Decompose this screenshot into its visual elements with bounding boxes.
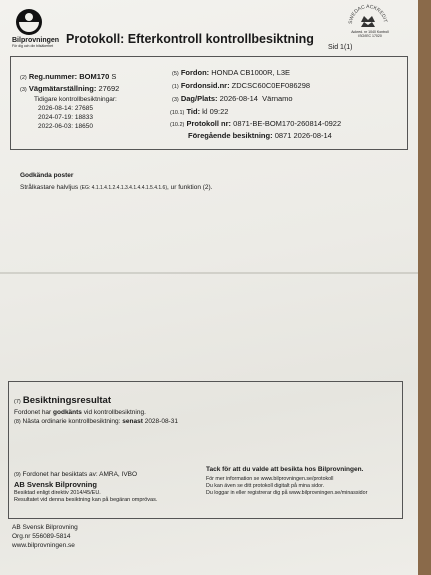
info-line-3: Du loggar in eller registrerar dig på www.bilprovningen.se/minassidor: [206, 490, 368, 496]
logo-name: Bilprovningen: [12, 37, 60, 44]
fordon-code: (5): [172, 71, 179, 77]
odo-label: Vägmätarställning:: [28, 84, 97, 93]
reg-label: Reg.nummer:: [28, 72, 78, 81]
approved-item-refs: (EG: 4.1.1.4.1.2.4.1.3.4.1.4.4.1.5.4.1.6): [79, 185, 167, 191]
fid-value: ZDCSC60C0EF086298: [231, 81, 311, 90]
reg-suffix: S: [111, 72, 117, 81]
vehicle-model-row: [172, 68, 290, 77]
fordon-label: Fordon:: [180, 68, 210, 77]
previous-inspection-row: 2024-07-19: 18833: [38, 114, 93, 121]
reg-value: BOM170: [79, 72, 110, 81]
odometer-row: [20, 84, 119, 93]
logo-tagline: För dig och din bilsäkerhet: [12, 44, 54, 48]
fold-crease: [0, 272, 418, 274]
footer-website: www.bilprovningen.se: [12, 542, 75, 549]
reg-number-row: [20, 72, 116, 81]
info-line-1: För mer information se www.bilprovningen.se/protokoll: [206, 476, 334, 482]
previous-inspection-row: [188, 131, 332, 140]
swedac-seal-icon: [346, 2, 390, 46]
tid-code: (10.1): [170, 110, 185, 116]
approved-heading: Godkända poster: [20, 172, 74, 179]
previous-inspections-label: Tidigare kontrollbesiktningar:: [34, 96, 117, 103]
prot-label: Protokoll nr:: [186, 119, 232, 128]
prot-code: (10.2): [170, 122, 185, 128]
previous-inspection-row: 2022-06-03: 18650: [38, 123, 93, 130]
fid-code: (1): [172, 84, 179, 90]
svg-text:SWEDAC ACKREDITERING: SWEDAC ACKREDIT: [347, 3, 388, 25]
place-value: Värnamo: [262, 94, 293, 103]
bilprovningen-logo-icon: [12, 8, 46, 36]
approved-item-name: Strålkastare halvljus: [20, 184, 79, 191]
tid-value: kl 09:22: [202, 107, 229, 116]
foreg-value: 0871 2026-08-14: [274, 131, 332, 140]
result-code: (7): [14, 399, 21, 405]
approved-item-tail: , ur funktion (2).: [167, 184, 213, 191]
fid-label: Fordonsid.nr:: [180, 81, 230, 90]
next-inspection-line: (8) Nästa ordinarie kontrollbesiktning: senast 2028-08-31: [14, 418, 178, 425]
seal-note: Ackred. nr 1040 Kontroll ISO/IEC 17020: [351, 30, 389, 39]
thanks-text: Tack för att du valde att besikta hos Bilprovningen.: [206, 466, 364, 473]
dag-code: (3): [172, 97, 179, 103]
time-row: [170, 107, 228, 116]
footer-org-number: Org.nr 556089-5814: [12, 533, 71, 540]
result-approved-line: Fordonet har godkänts vid kontrollbesiktning.: [14, 409, 146, 416]
result-company: AB Svensk Bilprovning: [14, 480, 97, 489]
odo-code: (3): [20, 87, 27, 93]
bilprovningen-logo: [12, 8, 60, 48]
dag-value: 2026-08-14: [219, 94, 258, 103]
review-note: Resultatet vid denna besiktning kan på begäran omprövas.: [14, 497, 158, 503]
protocol-number-row: [170, 119, 341, 128]
page-number: Sid 1(1): [328, 44, 353, 51]
foreg-label: Föregående besiktning:: [188, 131, 273, 140]
previous-inspection-row: 2026-08-14: 27685: [38, 105, 93, 112]
directive-note: Besiktad enligt direktiv 2014/45/EU.: [14, 490, 101, 496]
document-title: Protokoll: Efterkontroll kontrollbesiktning: [66, 32, 314, 46]
info-line-2: Du kan även se ditt protokoll digitalt på mina sidor.: [206, 483, 325, 489]
reg-code: (2): [20, 75, 27, 81]
approved-item: [20, 184, 213, 191]
odo-value: 27692: [98, 84, 120, 93]
date-place-row: [172, 94, 293, 103]
tid-label: Tid:: [186, 107, 201, 116]
inspected-by: (9) Fordonet har besiktats av: AMRA, IVBO: [14, 471, 138, 478]
result-heading: Besiktningsresultat: [22, 395, 111, 406]
result-heading-row: [14, 395, 111, 406]
footer-company: AB Svensk Bilprovning: [12, 524, 78, 531]
vehicle-id-row: [172, 81, 310, 90]
fordon-value: HONDA CB1000R, L3E: [211, 68, 291, 77]
prot-value: 0871-BE-BOM170-260814-0922: [233, 119, 342, 128]
dag-label: Dag/Plats:: [180, 94, 218, 103]
